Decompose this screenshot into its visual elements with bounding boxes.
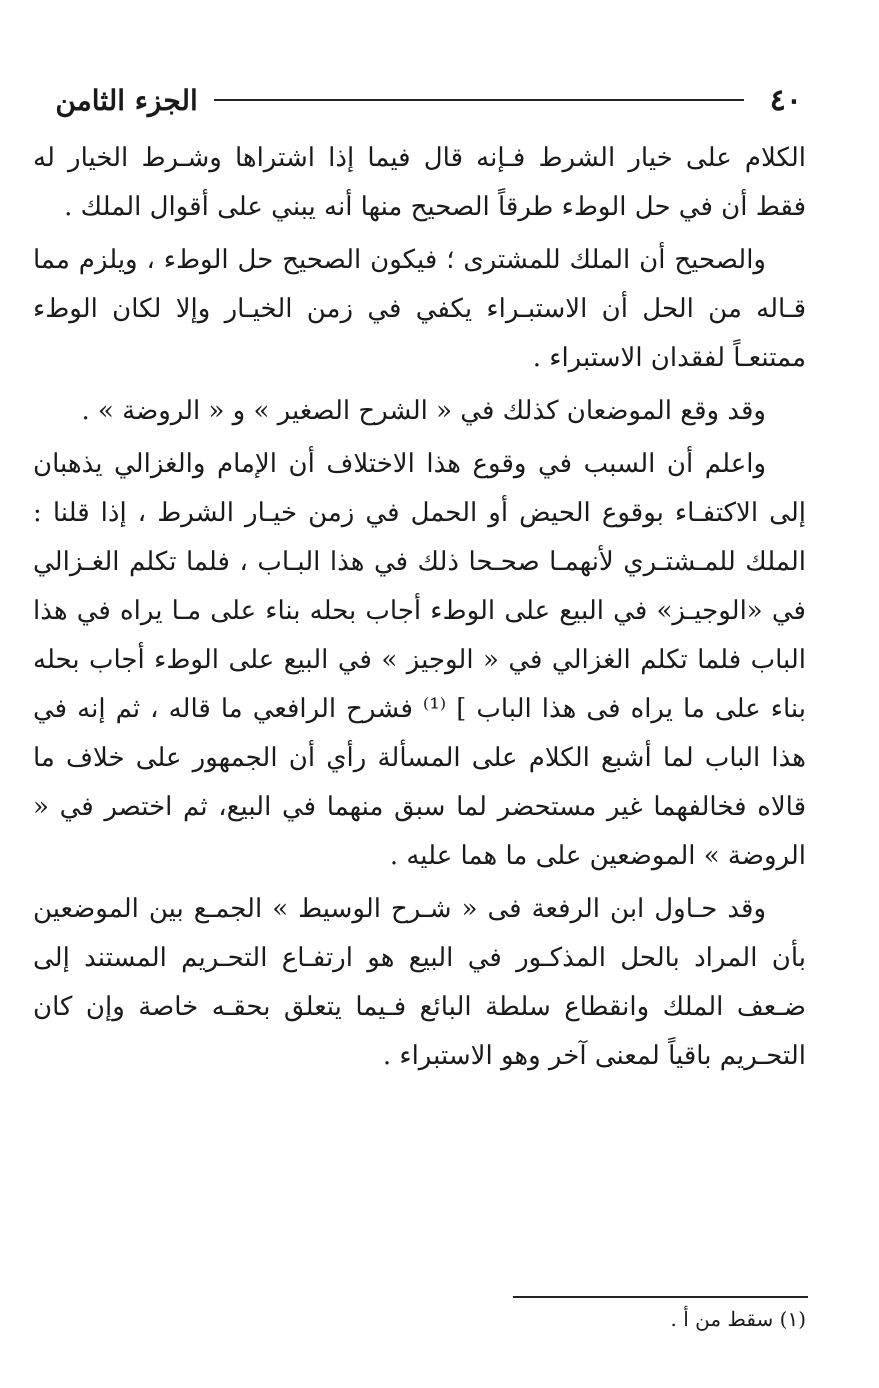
page-header [30,80,802,120]
footnote-rule [513,1296,808,1298]
paragraph-2: والصحيح أن الملك للمشترى ؛ فيكون الصحيح حل الوطء ، ويلزم مما قـاله من الحل أن الاستبـراء يكفي في زمن الخيـار وإلا لكان الوطء ممتنعـاً لفقدان الاستبراء . [33,245,806,373]
paragraph-3: وقد وقع الموضعان كذلك في « الشرح الصغير » و « الروضة » . [81,396,766,426]
body-text [33,134,806,1085]
paragraph-5: وقد حـاول ابن الرفعة فى « شـرح الوسيط » الجمـع بين الموضعين بأن المراد بالحل المذكـور في البيع هو ارتفـاع التحـريم المستند إلى ضـعف الملك وانقطاع سلطة البائع فـيما يتعلق بحقـه خاصة وإن كان التحـريم باقياً لمعنى آخر وهو الاستبراء . [33,894,806,1071]
header-rule [214,99,744,101]
page-number: ٤٠ [769,82,802,118]
running-title: الجزء الثامن [55,83,198,117]
paragraph-1: الكلام على خيار الشرط فـإنه قال فيما إذا اشتراها وشـرط الخيار له فقط أن في حل الوطء طرقاً الصحيح منها أنه يبني على أقوال الملك . [33,143,806,222]
paragraph-4: واعلم أن السبب في وقوع هذا الاختلاف أن الإمام والغزالي يذهبان إلى الاكتفـاء بوقوع الحيض أو الحمل في زمن خيـار الشرط ، إذا قلنا : الملك للمـشتـري لأنهمـا صحـحا ذلك في هذا البـاب ، فلما تكلم الغـزالي في «الوجيـز» في البيع على الوطء أجاب بحله بناء على مـا يراه في هذا الباب فلما تكلم الغزالي في « الوجيز » في البيع على الوطء أجاب بحله بناء على ما يراه فى هذا الباب ] ⁽¹⁾ فشرح الرافعي ما قاله ، ثم إنه في هذا الباب لما أشبع الكلام على المسألة رأي أن الجمهور على خلاف ما قالاه فخالفهما غير مستحضر لما سبق منهما في البيع، ثم اختصر في « الروضة » الموضعين على ما هما عليه . [33,449,806,871]
footnote: (١) سقط من أ . [670,1307,806,1331]
